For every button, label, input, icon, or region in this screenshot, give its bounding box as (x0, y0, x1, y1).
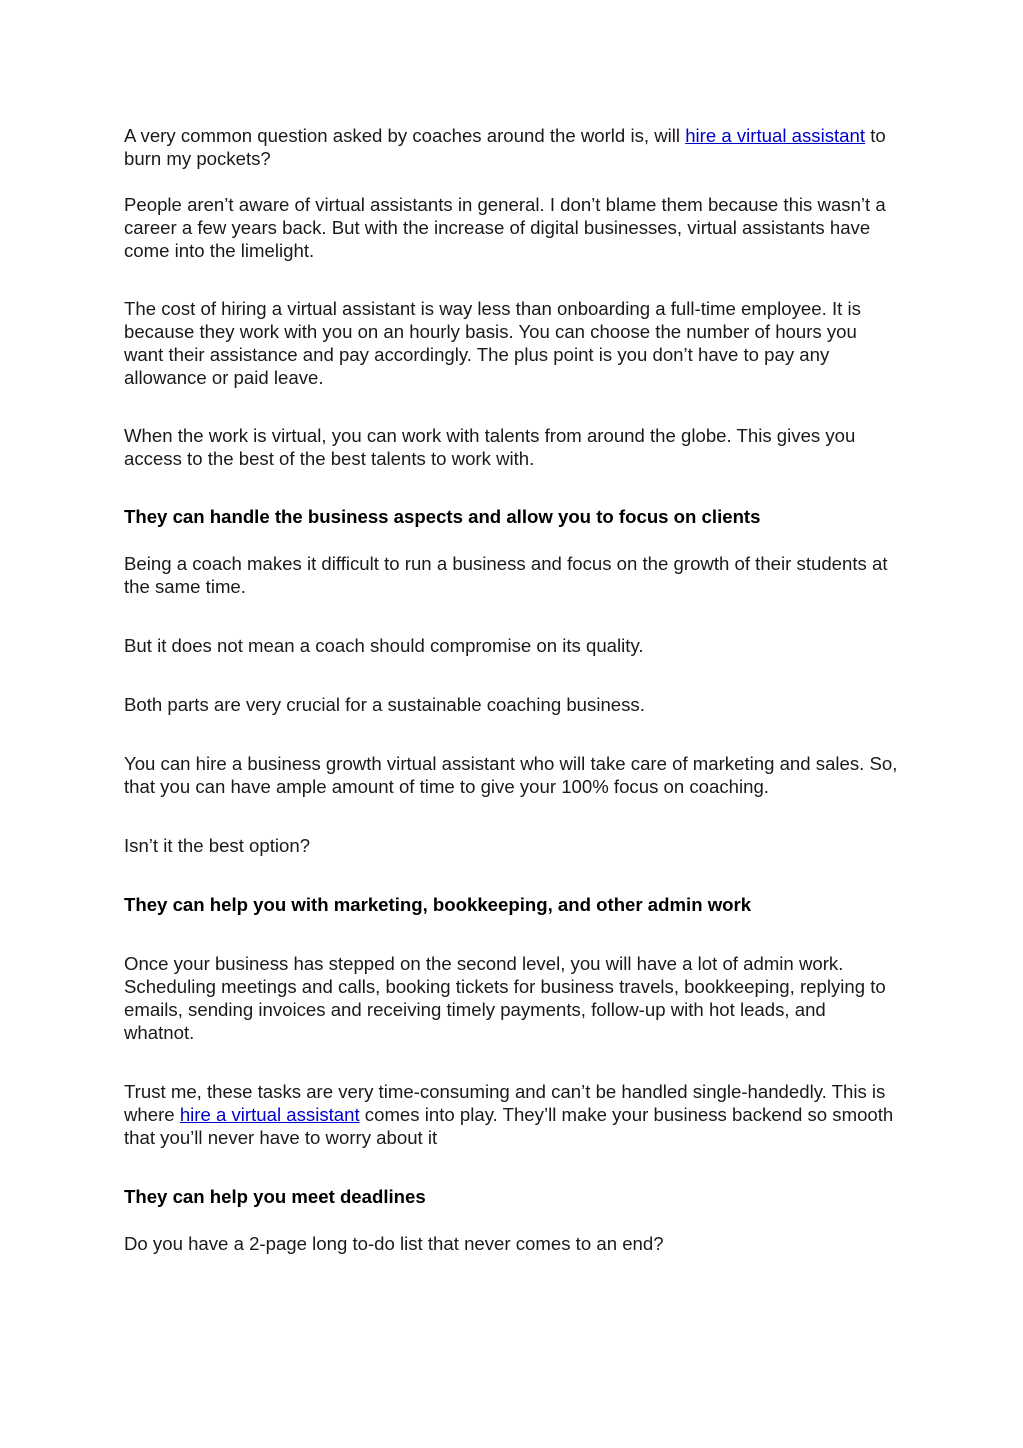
paragraph-quality: But it does not mean a coach should compromise on its quality. (124, 635, 644, 656)
document-body (124, 124, 899, 1255)
paragraph-business-growth: You can hire a business growth virtual assistant who will take care of marketing and sales. So, that you can have ample amount of time to give your 100% focus on coaching. (124, 753, 898, 797)
heading-business-aspects: They can handle the business aspects and allow you to focus on clients (124, 506, 761, 527)
hire-virtual-assistant-link-2[interactable]: hire a virtual assistant (179, 1104, 360, 1125)
paragraph-coach-difficulty: Being a coach makes it difficult to run a business and focus on the growth of their students at the same time. (124, 553, 888, 597)
paragraph-time-consuming-text-start: Trust me, these tasks are very time-consuming and can’t be handled single-handedly. This is where (124, 1081, 886, 1125)
heading-admin-work: They can help you with marketing, bookkeeping, and other admin work (124, 894, 752, 915)
paragraph-todo-list: Do you have a 2-page long to-do list that never comes to an end? (124, 1233, 664, 1254)
paragraph-cost: The cost of hiring a virtual assistant is way less than onboarding a full-time employee. It is because they work with you on an hourly basis. You can choose the number of hours you want their assistance and pay accordingly. The plus point is you don’t have to pay any allowance or paid leave. (124, 298, 861, 388)
paragraph-crucial-parts: Both parts are very crucial for a sustainable coaching business. (124, 694, 645, 715)
paragraph-admin-tasks: Once your business has stepped on the second level, you will have a lot of admin work. Scheduling meetings and calls, booking tickets for business travels, bookkeeping, replying to emails, sending invoices and receiving timely payments, follow-up with hot leads, and whatnot. (124, 953, 886, 1043)
hire-virtual-assistant-link[interactable]: hire a virtual assistant (685, 125, 866, 146)
paragraph-time-consuming (124, 1080, 899, 1149)
paragraph-intro-text-start: A very common question asked by coaches around the world is, will (124, 125, 686, 146)
paragraph-best-option: Isn’t it the best option? (124, 835, 311, 856)
paragraph-global-talent: When the work is virtual, you can work with talents from around the globe. This gives you access to the best of the best talents to work with. (124, 425, 856, 469)
paragraph-intro-text-end: to burn my pockets? (124, 125, 886, 169)
paragraph-intro (124, 124, 899, 170)
paragraph-awareness: People aren’t aware of virtual assistants in general. I don’t blame them because this wasn’t a career a few years back. But with the increase of digital businesses, virtual assistants have come into the limelight. (124, 194, 886, 261)
heading-deadlines: They can help you meet deadlines (124, 1186, 426, 1207)
paragraph-time-consuming-text-end: comes into play. They’ll make your business backend so smooth that you’ll never have to worry about it (124, 1104, 894, 1148)
